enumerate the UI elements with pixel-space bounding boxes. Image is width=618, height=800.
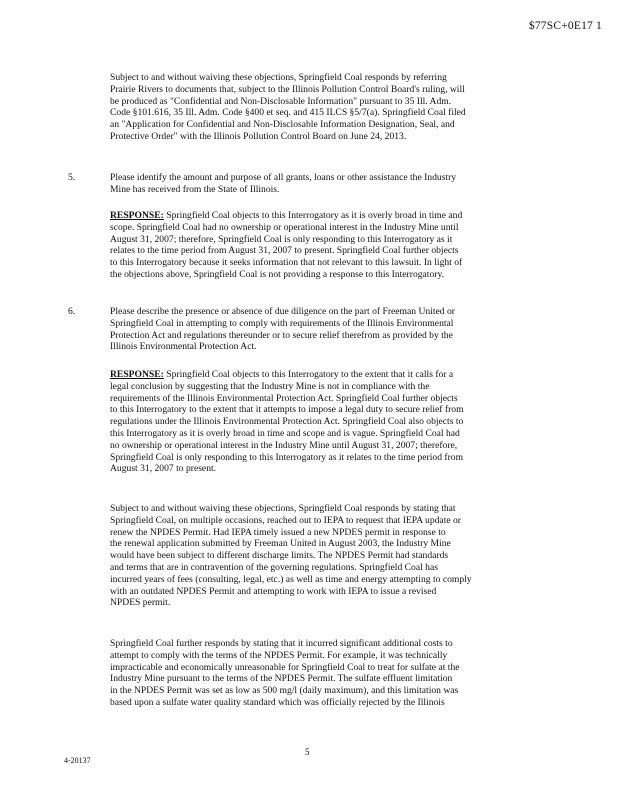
text-line: and terms that are in contravention of the governing regulations. Springfield Coal has bbox=[110, 561, 438, 573]
response-text: Springfield Coal objects to this Interrogatory as it is overly broad in time and bbox=[163, 210, 463, 221]
text-line: Illinois Environmental Protection Act. bbox=[110, 341, 257, 353]
footer-doc-code: 4-20137 bbox=[64, 756, 91, 765]
text-line: Mine has received from the State of Illinois. bbox=[110, 183, 280, 195]
text-line: legal conclusion by suggesting that the Industry Mine is not in compliance with the bbox=[110, 380, 430, 392]
text-line: impracticable and economically unreasonable for Springfield Coal to treat for sulfate at the bbox=[110, 661, 460, 673]
text-line: to this Interrogatory to the extent that it attempts to impose a legal duty to secure relief from bbox=[110, 404, 464, 416]
text-line: with an outdated NPDES Permit and attempting to work with IEPA to issue a revised bbox=[110, 585, 437, 597]
text-line: relates to the time period from August 31, 2007 to present. Springfield Coal further objects bbox=[110, 245, 459, 257]
text-line: Prairie Rivers to documents that, subject to the Illinois Pollution Control Board's ruling, will bbox=[110, 83, 465, 95]
interrogatory-5 bbox=[110, 172, 542, 196]
text-line: be produced as "Confidential and Non-Disclosable Information" pursuant to 35 Ill. Adm. bbox=[110, 95, 452, 107]
response-label: RESPONSE: bbox=[110, 369, 164, 380]
text-line: Springfield Coal in attempting to comply with requirements of the Illinois Environmental bbox=[110, 317, 454, 329]
item-number-6: 6. bbox=[68, 306, 76, 317]
paragraph-due-diligence bbox=[110, 503, 542, 609]
text-line: Code §101.616, 35 Ill. Adm. Code §400 et seq. and 415 ILCS §5/7(a). Springfield Coal filed bbox=[110, 107, 466, 119]
text-line: no ownership or operational interest in the Industry Mine until August 31, 2007; therefore, bbox=[110, 439, 458, 451]
text-line: scope. Springfield Coal had no ownership or operational interest in the Industry Mine until bbox=[110, 221, 459, 233]
paragraph-reference bbox=[110, 72, 542, 143]
text-line: the renewal application submitted by Freeman United in August 2003, the Industry Mine bbox=[110, 538, 451, 550]
text-line: Springfield Coal further responds by stating that it incurred significant additional costs to bbox=[110, 638, 453, 649]
response-6 bbox=[110, 369, 542, 475]
text-line: incurred years of fees (consulting, legal, etc.) as well as time and energy attempting to comply bbox=[110, 573, 472, 585]
text-line: in the NPDES Permit was set as low as 500 mg/l (daily maximum), and this limitation was bbox=[110, 685, 459, 697]
response-label: RESPONSE: bbox=[110, 210, 164, 221]
text-line: renew the NPDES Permit. Had IEPA timely issued a new NPDES permit in response to bbox=[110, 526, 446, 538]
text-line: this Interrogatory as it is overly broad in time and scope and is vague. Springfield Coal had bbox=[110, 427, 460, 439]
text-line: an "Application for Confidential and Non-Disclosable Information Designation, Seal, and bbox=[110, 119, 455, 131]
text-line: August 31, 2007; therefore, Springfield Coal is only responding to this Interrogatory as it bbox=[110, 233, 453, 245]
text-line: attempt to comply with the terms of the NPDES Permit. For example, it was technically bbox=[110, 649, 448, 661]
text-line: Please identify the amount and purpose of all grants, loans or other assistance the Industry bbox=[110, 172, 457, 183]
text-line: Springfield Coal is only responding to this Interrogatory as it relates to the time period from bbox=[110, 451, 464, 463]
item-number-5: 5. bbox=[68, 172, 76, 183]
text-line: Please describe the presence or absence of due diligence on the part of Freeman United or bbox=[110, 306, 455, 317]
text-line: regulations under the Illinois Environmental Protection Act. Springfield Coal also objects to bbox=[110, 416, 464, 428]
text-line: August 31, 2007 to present. bbox=[110, 463, 217, 475]
text-line: Industry Mine pursuant to the terms of the NPDES Permit. The sulfate effluent limitation bbox=[110, 673, 453, 685]
text-line: would have been subject to different discharge limits. The NPDES Permit had standards bbox=[110, 550, 449, 562]
text-line: Subject to and without waiving these objections, Springfield Coal responds by stating that bbox=[110, 503, 456, 514]
text-line: based upon a sulfate water quality standard which was officially rejected by the Illinois bbox=[110, 696, 445, 708]
text-line: Protective Order" with the Illinois Pollution Control Board on June 24, 2013. bbox=[110, 130, 407, 142]
paragraph-additional-costs bbox=[110, 638, 542, 709]
page-number: 5 bbox=[305, 747, 310, 757]
text-line: Subject to and without waiving these objections, Springfield Coal responds by referring bbox=[110, 72, 447, 83]
text-line: Protection Act and regulations thereunder or to secure relief therefrom as provided by the bbox=[110, 329, 453, 341]
text-line: NPDES permit. bbox=[110, 597, 171, 609]
text-line bbox=[110, 210, 542, 222]
text-line: the objections above, Springfield Coal is not providing a response to this Interrogatory. bbox=[110, 268, 445, 280]
response-text: Springfield Coal objects to this Interrogatory to the extent that it calls for a bbox=[163, 369, 454, 380]
text-line bbox=[110, 369, 542, 381]
interrogatory-6 bbox=[110, 306, 542, 353]
text-line: requirements of the Illinois Environmental Protection Act. Springfield Coal further objects bbox=[110, 392, 458, 404]
text-line: Springfield Coal, on multiple occasions, reached out to IEPA to request that IEPA update or bbox=[110, 514, 462, 526]
response-5 bbox=[110, 210, 542, 281]
document-id: $77SC+0E17 1 bbox=[528, 20, 602, 32]
text-line: to this Interrogatory because it seeks information that not relevant to this lawsuit. In light of bbox=[110, 257, 463, 269]
